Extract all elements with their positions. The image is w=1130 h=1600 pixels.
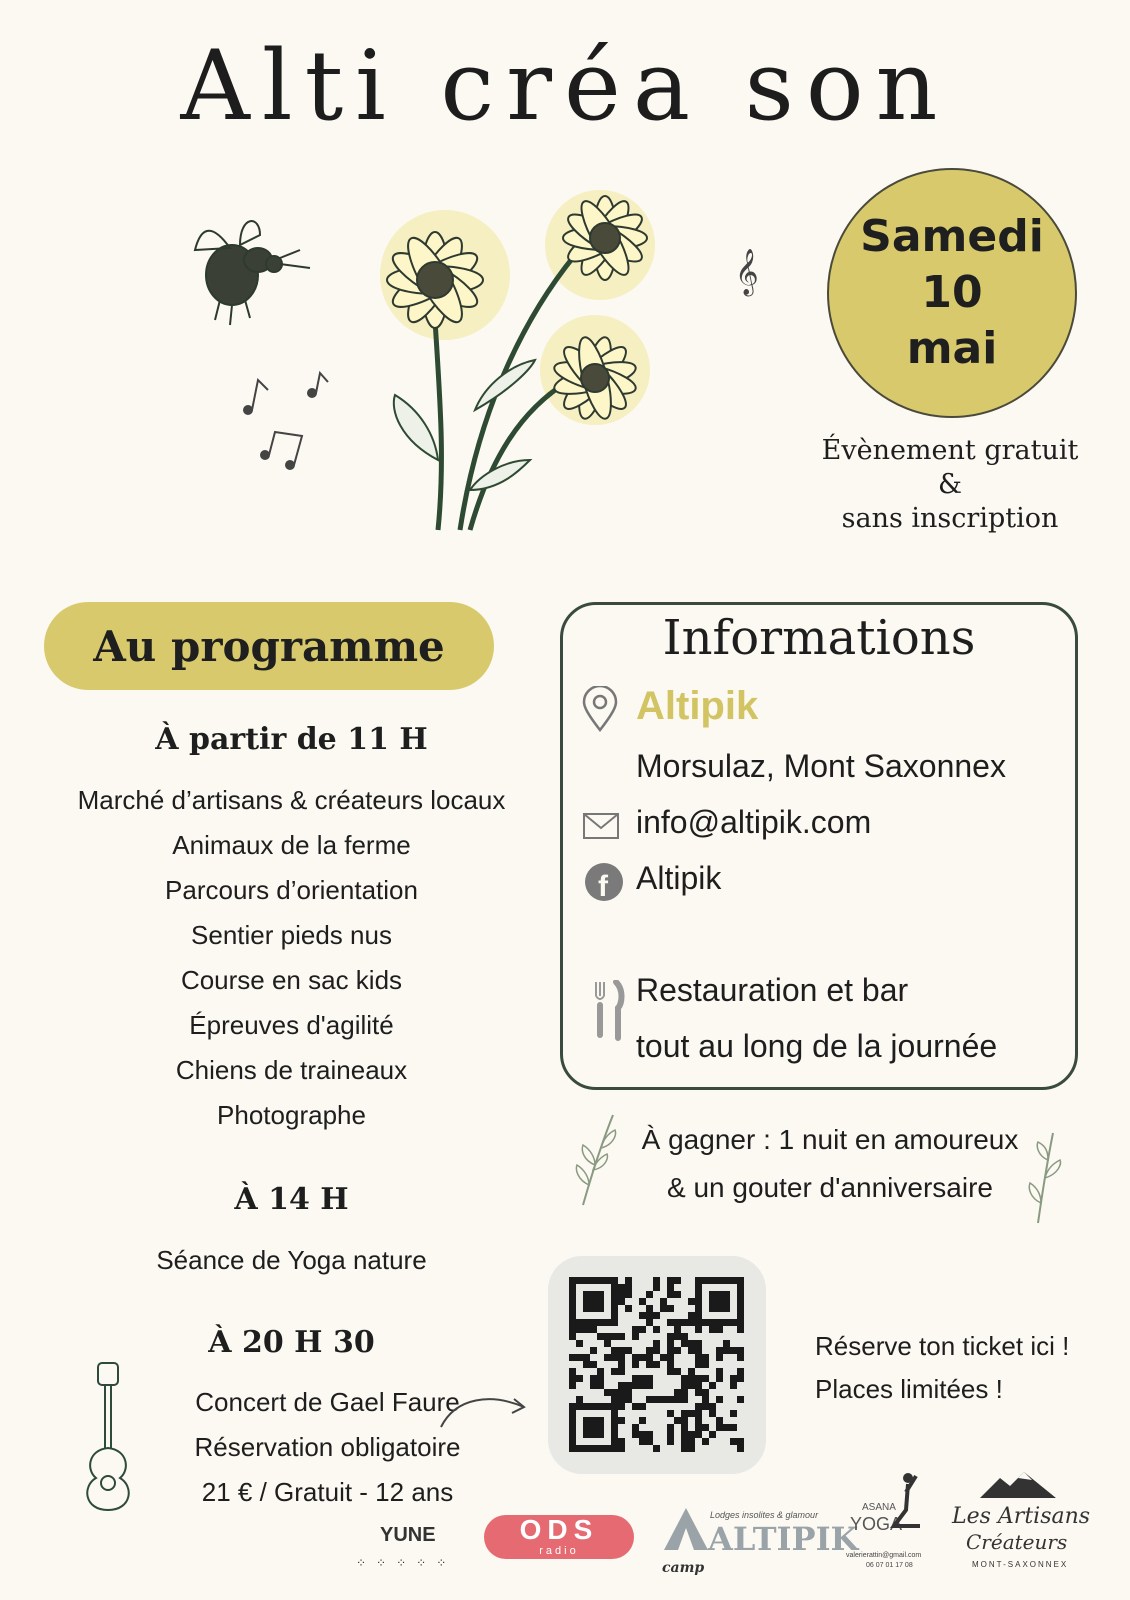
list-item: Chiens de traineaux: [175, 1055, 408, 1085]
list-item: Épreuves d'agilité: [189, 1010, 394, 1040]
ods-logo-text: ODS: [519, 1514, 599, 1545]
free-line3: sans inscription: [841, 503, 1059, 534]
bee-icon: [195, 221, 310, 325]
time-14h: À 14 H: [234, 1182, 349, 1217]
list-item: Séance de Yoga nature: [156, 1245, 427, 1275]
artisans-logo-line2: Créateurs: [966, 1530, 1068, 1554]
yoga-email: valerierattin@gmail.com: [846, 1552, 922, 1559]
paw-prints-icon: ⁘⁘⁘⁘⁘: [356, 1556, 457, 1570]
ticket-note: [815, 1325, 1069, 1411]
facebook-link[interactable]: Altipik: [636, 860, 722, 896]
location-pin-icon: [580, 686, 620, 732]
date-badge: [827, 168, 1077, 418]
prize-line1: À gagner : 1 nuit en amoureux: [641, 1124, 1019, 1155]
artisans-logo-line1: Les Artisans: [952, 1504, 1091, 1529]
email-link[interactable]: info@altipik.com: [636, 804, 872, 840]
mountain-icon: [978, 1470, 1058, 1500]
yoga-figure-icon: [886, 1470, 926, 1540]
event-title: Alti créa son: [180, 30, 950, 142]
ticket-line1: Réserve ton ticket ici !: [815, 1331, 1070, 1361]
list-item: Course en sac kids: [180, 965, 403, 995]
list-item: Sentier pieds nus: [191, 920, 392, 950]
venue-name: Altipik: [636, 684, 759, 728]
qr-code-pattern: [548, 1256, 766, 1474]
free-line1: Évènement gratuit: [821, 435, 1079, 466]
info-box: [560, 602, 1078, 1090]
date-line2: mai: [906, 323, 998, 374]
ukulele-icon: [78, 1358, 138, 1518]
list-item: Animaux de la ferme: [172, 830, 411, 860]
list-item: 21 € / Gratuit - 12 ans: [201, 1477, 454, 1507]
venue-address: Morsulaz, Mont Saxonnex: [636, 748, 1006, 784]
ods-radio-logo: [484, 1515, 634, 1559]
free-line2: &: [937, 469, 963, 500]
treble-clef-icon: 𝄞: [735, 249, 759, 295]
facebook-icon: [584, 862, 624, 902]
list-item: Concert de Gael Faure: [195, 1387, 460, 1417]
ods-logo-sub: radio: [539, 1545, 579, 1557]
svg-text:f: f: [598, 870, 608, 902]
mail-icon: [582, 812, 620, 840]
prize-note: [620, 1116, 1040, 1212]
list-item: Marché d’artisans & créateurs locaux: [77, 785, 506, 815]
artisans-logo-line3: MONT-SAXONNEX: [972, 1560, 1069, 1569]
altipik-logo: ALTIPIK: [708, 1520, 859, 1558]
food-line2: tout au long de la journée: [636, 1028, 998, 1064]
yoga-logo: YOGA: [850, 1514, 903, 1534]
cutlery-icon: [590, 980, 626, 1042]
food-line1: Restauration et bar: [636, 972, 909, 1008]
ticket-qr-code[interactable]: [548, 1256, 766, 1474]
date-line1: Samedi 10: [860, 211, 1044, 318]
program-list-11h: [44, 778, 539, 1138]
time-20h30: À 20 H 30: [208, 1325, 375, 1360]
list-item: Parcours d’orientation: [165, 875, 418, 905]
program-heading: Au programme: [44, 602, 494, 690]
altipik-camp: camp: [662, 1560, 705, 1576]
teepee-icon: [660, 1504, 712, 1554]
list-item: Photographe: [217, 1100, 366, 1130]
prize-line2: & un gouter d'anniversaire: [667, 1172, 993, 1203]
ticket-line2: Places limitées !: [815, 1374, 1003, 1404]
yune-logo: YUNE: [380, 1524, 436, 1546]
arrow-icon: [436, 1385, 531, 1435]
leaf-branch-icon: [573, 1110, 623, 1210]
altipik-tagline: Lodges insolites & glamour: [710, 1510, 819, 1520]
list-item: Réservation obligatoire: [194, 1432, 461, 1462]
free-event-note: [820, 434, 1080, 536]
sunflower-illustration: [170, 160, 790, 550]
time-11h: À partir de 11 H: [155, 722, 428, 757]
yoga-phone: 06 07 01 17 08: [866, 1562, 913, 1569]
info-heading: Informations: [662, 610, 976, 666]
asana-label: ASANA: [862, 1502, 896, 1513]
program-list-14h: [44, 1238, 539, 1283]
